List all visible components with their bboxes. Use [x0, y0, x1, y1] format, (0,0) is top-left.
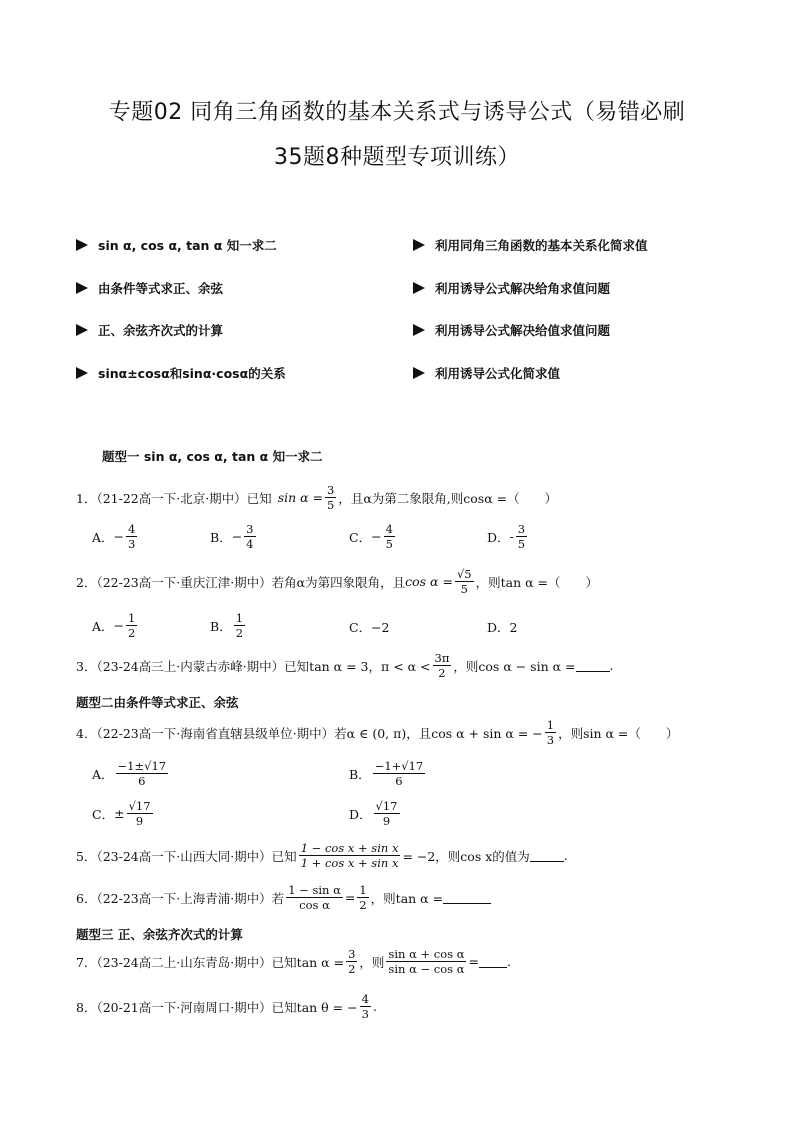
fraction: $\frac{\text{sin α + cos α}}{\text{sin α − cos α}}$ — [388, 947, 465, 977]
fraction: $\frac{\text{1 − sin α}}{\text{cos α}}$ — [288, 883, 341, 913]
option-c: C． ± $\frac{√17}{9}$ — [92, 799, 151, 829]
toc-item-label: sin α, cos α, tan α 知一求二 — [98, 238, 277, 253]
fraction: $\frac{1}{2}$ — [359, 883, 367, 913]
toc-item-label: 利用诱导公式化简求值 — [435, 366, 561, 381]
fraction: $\frac{4}{3}$ — [361, 992, 369, 1022]
question-1 — [76, 484, 557, 511]
option-c: C． −2 — [349, 619, 390, 635]
fraction: $\frac{1}{3}$ — [546, 718, 555, 748]
option-d: D． - $\frac{3}{5}$ — [487, 522, 526, 552]
question-8: 8．（20-21高一下·河南周口·期中）已知tan θ = − $\frac{4}{3}$ . — [76, 992, 377, 1022]
question-6: 6．（22-23高一下·上海青浦·期中）若 $\frac{\text{1 − sin α}}{\text{cos α}}$ = $\frac{1}{2}$ ，则tan α = — [76, 884, 491, 911]
arrow-bullet-icon — [413, 367, 425, 379]
option-c: C． − $\frac{4}{5}$ — [349, 522, 393, 552]
toc-item-5 — [413, 236, 648, 254]
toc-item-label: 由条件等式求正、余弦 — [98, 281, 224, 296]
question-7: 7．（23-24高二上·山东青岛·期中）已知tan α = $\frac{3}{2}$ ，则 $\frac{\text{sin α + cos α}}{\text{sin α − cos α}}$ = . — [76, 947, 511, 977]
answer-blank[interactable] — [530, 849, 564, 862]
option-a: A． − $\frac{4}{3}$ — [92, 522, 136, 552]
option-b: B． − $\frac{3}{4}$ — [210, 522, 254, 552]
fraction: $\frac{3}{5}$ — [327, 483, 335, 513]
toc-item-8 — [413, 364, 560, 382]
toc-item-4 — [76, 364, 286, 382]
toc-item-label: 利用诱导公式解决给角求值问题 — [435, 281, 611, 296]
toc-item-label: 利用诱导公式解决给值求值问题 — [435, 323, 611, 338]
question-text: 7．（23-24高二上·山东青岛·期中）已知tan α = — [76, 954, 345, 970]
question-text: 3．（23-24高三上·内蒙古赤峰·期中）已知tan α = 3，π < α < — [76, 658, 431, 674]
arrow-bullet-icon — [76, 324, 88, 336]
answer-blank[interactable] — [479, 955, 507, 968]
option-b: B． $\frac{-1+√17}{6}$ — [349, 759, 424, 789]
fraction: $\frac{\text{1 − cos x + sin x}}{\text{1 + cos x + sin x}}$ — [300, 841, 399, 871]
toc-item-label: 正、余弦齐次式的计算 — [98, 323, 224, 338]
toc-item-6 — [413, 279, 610, 297]
arrow-bullet-icon — [413, 282, 425, 294]
arrow-bullet-icon — [76, 367, 88, 379]
math-expr: sin α = — [277, 490, 324, 506]
option-a: A． − $\frac{1}{2}$ — [92, 611, 136, 641]
question-5: 5．（23-24高一下·山西大同·期中）已知 $\frac{\text{1 − cos x + sin x}}{\text{1 + cos x + sin x}}$ = −2，则cos x的值为 . — [76, 841, 568, 871]
answer-blank[interactable] — [443, 891, 491, 904]
page-title-line1: 专题02 同角三角函数的基本关系式与诱导公式（易错必刷 — [108, 100, 686, 125]
fraction: $\frac{3}{2}$ — [348, 947, 356, 977]
fraction: $\frac{√5}{5}$ — [456, 567, 472, 597]
option-d: D． 2 — [487, 619, 518, 635]
arrow-bullet-icon — [76, 282, 88, 294]
arrow-bullet-icon — [76, 239, 88, 251]
question-text: 2．（22-23高一下·重庆江津·期中）若角α为第四象限角，且 — [76, 574, 406, 590]
answer-blank[interactable] — [576, 659, 610, 672]
toc-item-3 — [76, 321, 223, 339]
question-text: 8．（20-21高一下·河南周口·期中）已知tan θ = − — [76, 999, 358, 1015]
question-2: 2．（22-23高一下·重庆江津·期中）若角α为第四象限角，且 cos α = $\frac{√5}{5}$ ，则tan α =（ ） — [76, 567, 598, 597]
toc-item-1 — [76, 236, 277, 254]
option-a: A． $\frac{-1\pm√17}{6}$ — [92, 759, 167, 789]
fraction: $\frac{3\pi}{2}$ — [434, 651, 450, 681]
toc-item-2 — [76, 279, 223, 297]
section-heading-1: 题型一 sin α, cos α, tan α 知一求二 — [102, 449, 323, 464]
section-heading-2: 题型二由条件等式求正、余弦 — [76, 695, 239, 710]
toc-item-7 — [413, 321, 610, 339]
question-text: 1．（21-22高一下·北京·期中）已知 — [76, 490, 272, 506]
question-text: 6．（22-23高一下·上海青浦·期中）若 — [76, 890, 285, 906]
option-b: B． $\frac{1}{2}$ — [210, 611, 244, 641]
arrow-bullet-icon — [413, 324, 425, 336]
section-heading-3: 题型三 正、余弦齐次式的计算 — [76, 927, 243, 942]
toc-item-label: 利用同角三角函数的基本关系化简求值 — [435, 238, 648, 253]
question-3: 3．（23-24高三上·内蒙古赤峰·期中）已知tan α = 3，π < α < $\frac{3\pi}{2}$ ，则cos α − sin α = . — [76, 651, 614, 681]
question-4: 4．（22-23高一下·海南省直辖县级单位·期中）若α ∈ (0, π)，且cos α + sin α = − $\frac{1}{3}$ ，则sin α =（ ） — [76, 718, 679, 748]
option-d: D． $\frac{√17}{9}$ — [349, 799, 398, 829]
page-title-line2: 35题8种题型专项训练） — [274, 145, 520, 170]
question-text: ，且α为第二象限角,则cosα =（ ） — [338, 490, 558, 506]
toc-item-label: sinα±cosα和sinα·cosα的关系 — [98, 366, 286, 381]
question-text: 4．（22-23高一下·海南省直辖县级单位·期中）若α ∈ (0, π)，且cos α + sin α = − — [76, 725, 543, 741]
question-text: 5．（23-24高一下·山西大同·期中）已知 — [76, 848, 297, 864]
arrow-bullet-icon — [413, 239, 425, 251]
